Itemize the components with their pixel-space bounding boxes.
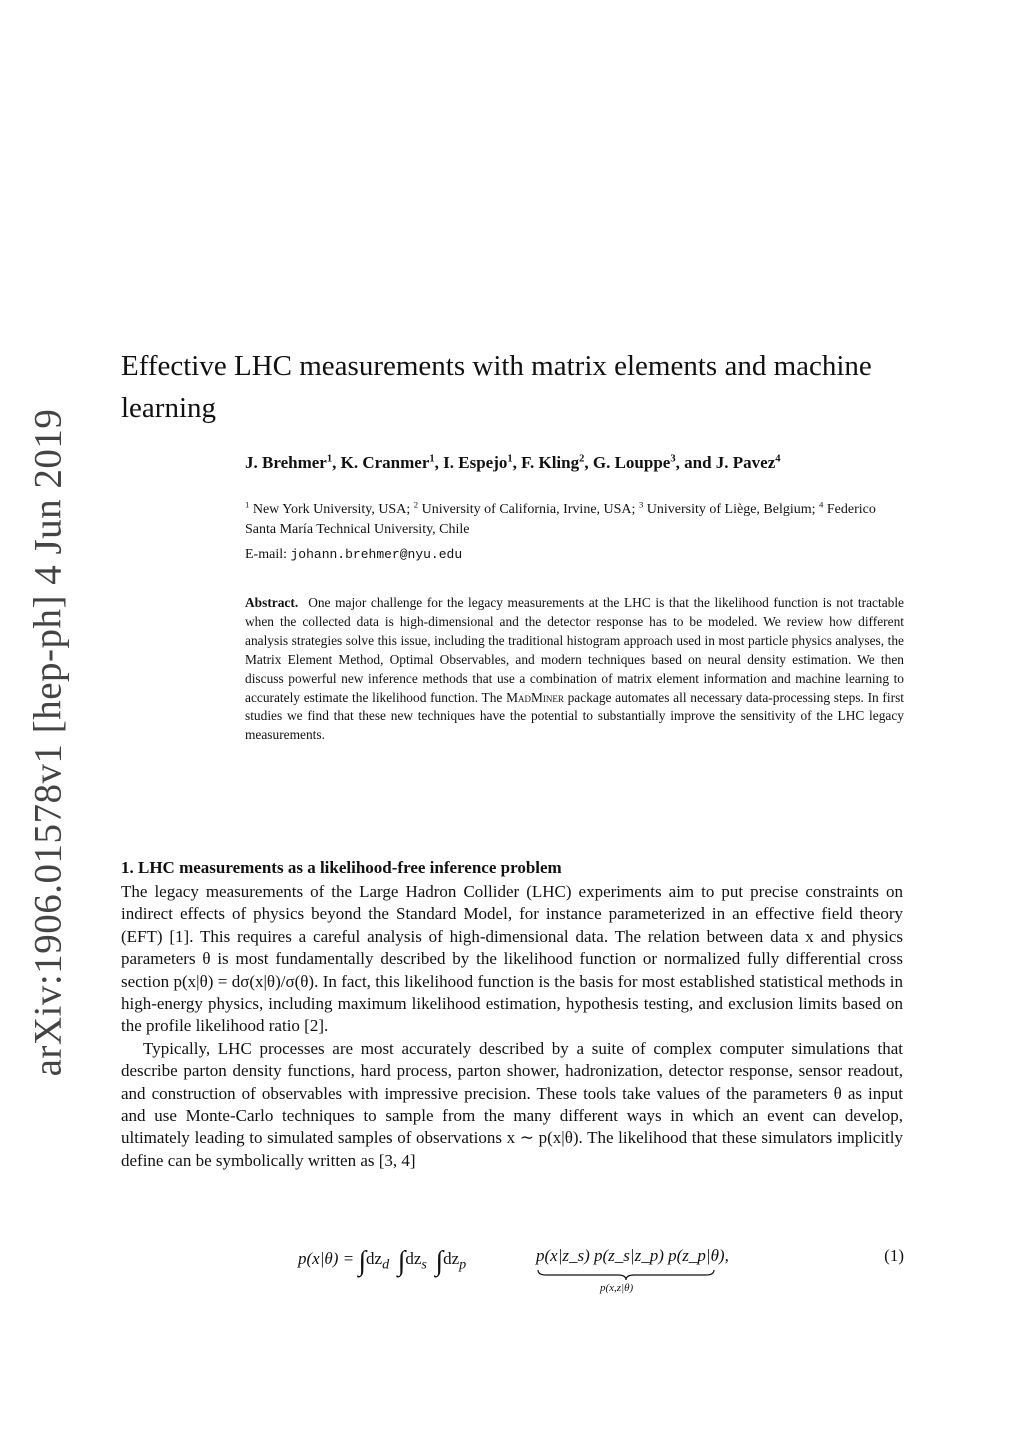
affiliation: $^2$ University of California, Irvine, USA; (413, 499, 636, 517)
author: F. Kling$^2$, (521, 453, 593, 472)
equation-lhs: $p(x|\theta) = \int dz_d$ $\int dz_s$ $\int dz_p$ (298, 1246, 467, 1277)
paper-title: Effective LHC measurements with matrix elements and machine learning (121, 350, 872, 424)
author: G. Louppe$^3$, and (592, 453, 716, 472)
integral-sign: ∫ (435, 1246, 444, 1277)
abstract-text: One major challenge for the legacy measurements at the LHC is that the likelihood function is not tractable when the collected data is high-dimensional and the detector response has to be modeled. We review how different analysis strategies solve this issue, including the traditional histogram approach used in most particle physics analyses, the Matrix Element Method, Optimal Observables, and modern techniques based on neural density estimation. We then discuss powerful new inference methods that use a combination of matrix element information and machine learning to accurately estimate the likelihood function. The (245, 595, 904, 705)
author: J. Pavez$^4$ (715, 453, 781, 472)
package-name: MadMiner (506, 689, 564, 705)
affiliation: $^4$ Federico Santa María Technical University, Chile (245, 499, 876, 537)
author: J. Brehmer$^1$, (245, 453, 341, 472)
email-label: E-mail: (245, 547, 287, 562)
paragraph: Typically, LHC processes are most accurately described by a suite of complex computer simulations that describe parton density functions, hard process, parton shower, hadronization, detector response, sensor readout, and construction of observables with impressive precision. These tools take values of the parameters θ as input and use Monte-Carlo techniques to sample from the many different ways in which an event can develop, ultimately leading to simulated samples of observations x ∼ p(x|θ). The likelihood that these simulators implicitly define can be symbolically written as [3, 4] (121, 1038, 903, 1170)
affiliation: $^3$ University of Liège, Belgium; (638, 499, 816, 517)
underbrace (536, 1268, 716, 1282)
section-body (121, 881, 903, 1172)
abstract-text-continued: package automates all necessary data-processing steps. In first studies we find that these new techniques have the potential to substantially improve the sensitivity of the LHC legacy measurements. (245, 689, 904, 743)
email-address[interactable]: johann.brehmer@nyu.edu (290, 547, 463, 562)
equation-1 (290, 1238, 904, 1298)
integral-sign: ∫ (358, 1246, 367, 1277)
contact-email (245, 547, 905, 563)
affiliation: $^1$ New York University, USA; (245, 499, 411, 517)
integral-sign: ∫ (397, 1246, 406, 1277)
paragraph: The legacy measurements of the Large Hadron Collider (LHC) experiments aim to put precise constraints on indirect effects of physics beyond the Standard Model, for instance parameterized in an effective field theory (EFT) [1]. This requires a careful analysis of high-dimensional data. The relation between data x and physics parameters θ is most fundamentally described by the likelihood function or normalized fully differential cross section p(x|θ) = dσ(x|θ)/σ(θ). In fact, this likelihood function is the basis for most established statistical methods in high-energy physics, including maximum likelihood estimation, hypothesis testing, and exclusion limits based on the profile likelihood ratio [2]. (121, 882, 903, 1036)
underbrace-label: p(x,z|θ) (600, 1282, 634, 1294)
abstract-label: Abstract. (245, 595, 299, 610)
author: I. Espejo$^1$, (443, 453, 522, 472)
author: K. Cranmer$^1$, (340, 453, 444, 472)
affiliations (245, 500, 905, 540)
arxiv-identifier: arXiv:1906.01578v1 [hep-ph] 4 Jun 2019 (26, 408, 70, 1077)
author-list (245, 452, 905, 474)
section-heading: 1. LHC measurements as a likelihood-free inference problem (121, 858, 562, 877)
equation-integrand: p(x|z_s) p(z_s|z_p) p(z_p|θ), (536, 1246, 729, 1265)
equation-number: (1) (884, 1246, 904, 1265)
abstract (245, 594, 904, 745)
